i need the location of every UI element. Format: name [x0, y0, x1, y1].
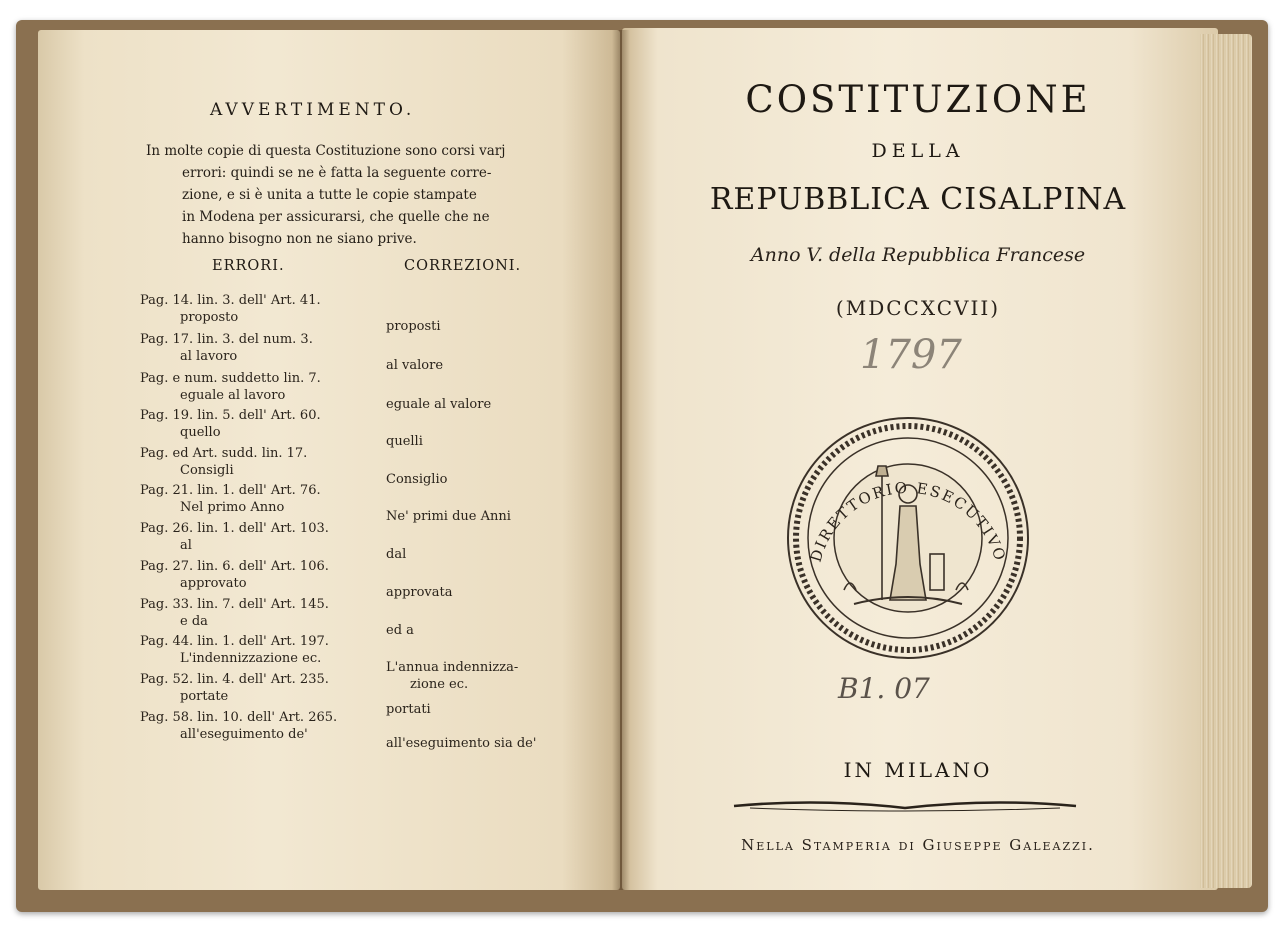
seal-text: DIRETTORIO ESECUTIVO: [806, 478, 1010, 565]
errata-correction: L'annua indennizza-: [386, 660, 519, 675]
errata-ref: Pag. 21. lin. 1. dell' Art. 76.: [140, 483, 321, 498]
year-roman: (MDCCXCVII): [835, 296, 1001, 320]
seal-emblem: [784, 414, 1032, 662]
errata-ref: Pag. 17. lin. 3. del num. 3.: [140, 332, 313, 347]
paragraph-line: In molte copie di questa Costituzione sono corsi varj: [146, 143, 506, 159]
errata-ref: Pag. 26. lin. 1. dell' Art. 103.: [140, 521, 329, 536]
errata-correction: eguale al valore: [386, 397, 492, 412]
avvertimento-paragraph: [146, 140, 505, 250]
errata-correction: quelli: [386, 434, 423, 449]
errata-error: quello: [180, 425, 221, 440]
errata-error: eguale al lavoro: [180, 388, 286, 403]
errata-ref: Pag. 52. lin. 4. dell' Art. 235.: [140, 672, 329, 687]
errata-error: Consigli: [180, 463, 234, 478]
errata-error: portate: [180, 689, 229, 704]
title-costituzione: COSTITUZIONE: [745, 78, 1091, 121]
errata-error: Nel primo Anno: [180, 500, 285, 515]
errata-correction: dal: [386, 547, 407, 562]
errata-correction: all'eseguimento sia de': [386, 736, 537, 751]
errata-ref: Pag. 14. lin. 3. dell' Art. 41.: [140, 293, 321, 308]
errata-ref: Pag. ed Art. sudd. lin. 17.: [140, 446, 308, 461]
errata-ref: Pag. 33. lin. 7. dell' Art. 145.: [140, 597, 329, 612]
errata-correction: ed a: [386, 623, 414, 638]
title-republic: REPUBBLICA CISALPINA: [709, 182, 1127, 217]
place-of-print: IN MILANO: [843, 758, 993, 782]
errata-ref: Pag. 27. lin. 6. dell' Art. 106.: [140, 559, 329, 574]
errata-correction: proposti: [386, 319, 441, 334]
handwritten-year: 1797: [860, 332, 962, 378]
paragraph-line: in Modena per assicurarsi, che quelle che ne: [182, 209, 490, 225]
printer-line: Nella Stamperia di Giuseppe Galeazzi.: [741, 836, 1095, 854]
errata-correction-continued: zione ec.: [410, 677, 469, 692]
paragraph-line: zione, e si è unita a tutte le copie stampate: [182, 187, 477, 203]
paragraph-line: errori: quindi se ne è fatta la seguente corre-: [182, 165, 492, 181]
title-della: DELLA: [871, 140, 965, 162]
errata-ref: Pag. e num. suddetto lin. 7.: [140, 371, 321, 386]
handwritten-shelfmark: B1. 07: [838, 672, 930, 705]
correzioni-heading: CORREZIONI.: [404, 258, 522, 274]
errata-correction: Ne' primi due Anni: [386, 509, 511, 524]
paragraph-line: hanno bisogno non ne siano prive.: [182, 231, 417, 247]
subtitle-anno: Anno V. della Repubblica Francese: [750, 244, 1086, 266]
errata-error: approvato: [180, 576, 247, 591]
errata-ref: Pag. 19. lin. 5. dell' Art. 60.: [140, 408, 321, 423]
ornamental-rule: [730, 796, 1080, 816]
errata-error: e da: [180, 614, 208, 629]
errata-error: al: [180, 538, 192, 553]
errata-correction: portati: [386, 702, 431, 717]
errata-correction: al valore: [386, 358, 444, 373]
errata-correction: approvata: [386, 585, 453, 600]
errata-ref: Pag. 44. lin. 1. dell' Art. 197.: [140, 634, 329, 649]
errata-error: L'indennizzazione ec.: [180, 651, 322, 666]
errori-heading: ERRORI.: [212, 258, 285, 274]
avvertimento-heading: AVVERTIMENTO.: [210, 100, 416, 120]
errata-error: al lavoro: [180, 349, 238, 364]
errata-error: proposto: [180, 310, 239, 325]
errata-error: all'eseguimento de': [180, 727, 308, 742]
errata-ref: Pag. 58. lin. 10. dell' Art. 265.: [140, 710, 338, 725]
errata-correction: Consiglio: [386, 472, 448, 487]
